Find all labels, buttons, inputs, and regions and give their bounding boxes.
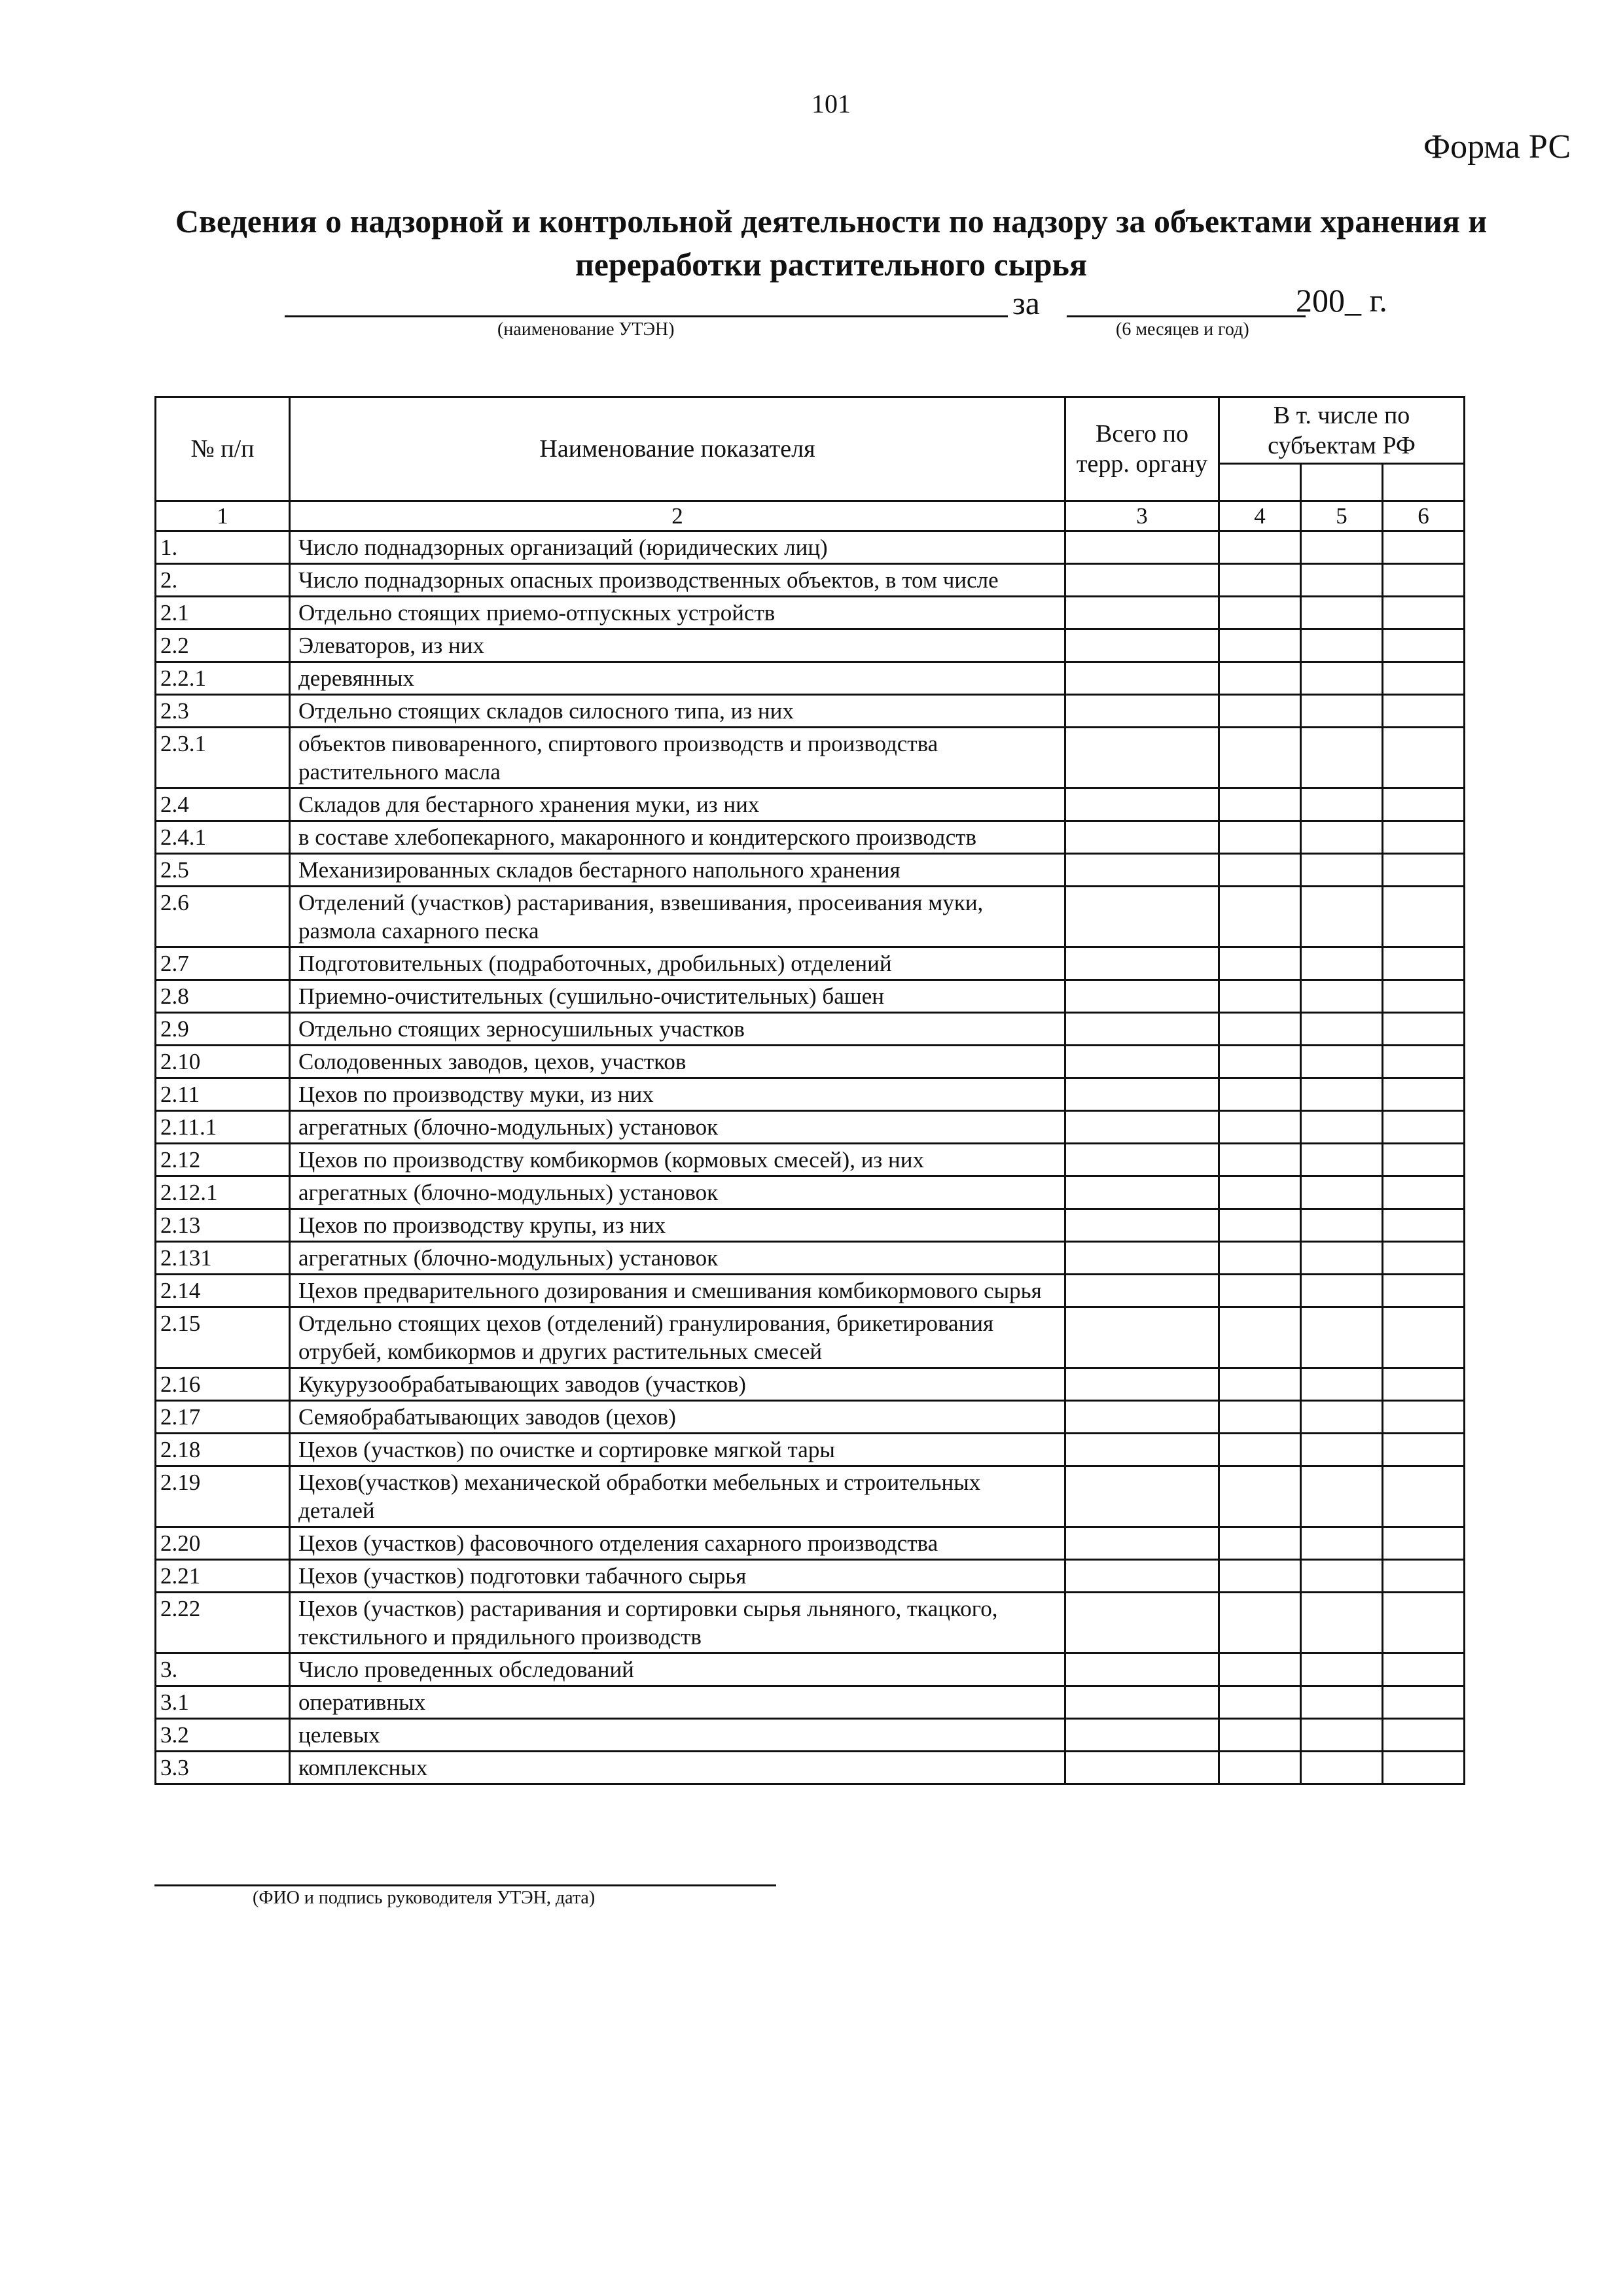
row-number: 2.3 [156,695,290,728]
row-number: 2.5 [156,854,290,887]
total-cell[interactable] [1065,1013,1219,1046]
subject-cell[interactable] [1383,1242,1465,1275]
subject-cell[interactable] [1383,531,1465,564]
subject-cell[interactable] [1219,1209,1301,1242]
table-row [156,564,1465,597]
subject-cell[interactable] [1301,1368,1383,1401]
table-row [156,1078,1465,1111]
subject-cell[interactable] [1301,1275,1383,1307]
subject-cell[interactable] [1301,1013,1383,1046]
indicator-name: Цехов (участков) фасовочного отделения сахарного производства [290,1527,1065,1560]
subject-cell[interactable] [1219,1653,1301,1686]
table-row [156,1368,1465,1401]
row-number: 2.15 [156,1307,290,1368]
indicator-name: Солодовенных заводов, цехов, участков [290,1046,1065,1078]
indicator-name: Число поднадзорных организаций (юридических лиц) [290,531,1065,564]
subject-cell[interactable] [1383,1144,1465,1176]
total-cell[interactable] [1065,1307,1219,1368]
subject-cell[interactable] [1383,1275,1465,1307]
subject-cell[interactable] [1383,1401,1465,1434]
total-cell[interactable] [1065,1686,1219,1719]
table-row [156,1046,1465,1078]
subject-cell[interactable] [1383,1307,1465,1368]
indicator-name: агрегатных (блочно-модульных) установок [290,1111,1065,1144]
subject-cell[interactable] [1301,1719,1383,1752]
column-number-row [156,501,1465,531]
subject-cell[interactable] [1383,947,1465,980]
page-title [118,200,1544,286]
subject-cell[interactable] [1301,788,1383,821]
table-row [156,1176,1465,1209]
subject-cell[interactable] [1383,1111,1465,1144]
subject-cell[interactable] [1219,980,1301,1013]
row-number: 2.13 [156,1209,290,1242]
subject-cell[interactable] [1219,1401,1301,1434]
indicator-name: Отделений (участков) растаривания, взвешивания, просеивания муки, размола сахарного песка [290,887,1065,947]
subject-cell[interactable] [1219,1176,1301,1209]
subject-cell[interactable] [1301,1209,1383,1242]
subject-cell[interactable] [1301,1242,1383,1275]
subject-cell[interactable] [1219,1434,1301,1466]
row-number: 2.2.1 [156,662,290,695]
total-cell[interactable] [1065,1653,1219,1686]
subject-cell[interactable] [1383,597,1465,629]
subject-cell[interactable] [1383,1434,1465,1466]
subject-cell[interactable] [1383,1209,1465,1242]
subject-cell[interactable] [1383,1560,1465,1593]
header-subject-cell [1219,464,1301,501]
subject-cell[interactable] [1301,1401,1383,1434]
subject-cell[interactable] [1301,1111,1383,1144]
table-row [156,1209,1465,1242]
header-total: Всего по терр. органу [1065,397,1219,501]
row-number: 2.8 [156,980,290,1013]
subject-cell[interactable] [1301,531,1383,564]
indicator-name: Отдельно стоящих складов силосного типа, из них [290,695,1065,728]
indicator-name: деревянных [290,662,1065,695]
row-number: 3.1 [156,1686,290,1719]
subject-cell[interactable] [1219,1144,1301,1176]
table-row [156,821,1465,854]
indicator-name: Семяобрабатывающих заводов (цехов) [290,1401,1065,1434]
subject-cell[interactable] [1383,1176,1465,1209]
row-number: 2.12.1 [156,1176,290,1209]
subject-cell[interactable] [1301,564,1383,597]
indicator-name: Цехов предварительного дозирования и смешивания комбикормового сырья [290,1275,1065,1307]
subject-cell[interactable] [1383,1686,1465,1719]
column-number: 3 [1065,501,1219,531]
table-row [156,980,1465,1013]
title-line-1: Сведения о надзорной и контрольной деятельности по надзору за объектами хранения и [175,203,1488,239]
subject-cell[interactable] [1219,1719,1301,1752]
header-subject-cell [1383,464,1465,501]
subject-cell[interactable] [1301,629,1383,662]
row-number: 2.2 [156,629,290,662]
total-cell[interactable] [1065,728,1219,788]
title-line-2: переработки растительного сырья [575,246,1088,283]
form-name: Форма РС [1423,128,1571,166]
subject-cell[interactable] [1219,1368,1301,1401]
indicator-name: в составе хлебопекарного, макаронного и кондитерского производств [290,821,1065,854]
table-row [156,629,1465,662]
header-subject-cell [1301,464,1383,501]
total-cell[interactable] [1065,695,1219,728]
total-cell[interactable] [1065,1401,1219,1434]
subject-cell[interactable] [1219,629,1301,662]
subject-cell[interactable] [1301,1078,1383,1111]
table-row [156,1686,1465,1719]
subject-cell[interactable] [1301,597,1383,629]
subject-cell[interactable] [1383,1719,1465,1752]
row-number: 2.6 [156,887,290,947]
indicator-name: Отдельно стоящих цехов (отделений) гранулирования, брикетирования отрубей, комбикормов и других растительных смесей [290,1307,1065,1368]
header-name: Наименование показателя [290,397,1065,501]
table-row [156,531,1465,564]
table-row [156,728,1465,788]
subject-cell[interactable] [1219,1466,1301,1527]
row-number: 2.10 [156,1046,290,1078]
table-row [156,597,1465,629]
subject-cell[interactable] [1219,531,1301,564]
subject-cell[interactable] [1301,1046,1383,1078]
subject-cell[interactable] [1301,662,1383,695]
table-row [156,887,1465,947]
form-table [154,396,1465,1785]
signature-line[interactable] [154,1884,776,1908]
subject-cell[interactable] [1383,821,1465,854]
subject-cell[interactable] [1383,854,1465,887]
table-row [156,1593,1465,1653]
subject-cell[interactable] [1301,1307,1383,1368]
za-label: за [1012,285,1040,321]
indicator-name: Приемно-очистительных (сушильно-очистительных) башен [290,980,1065,1013]
table-body [156,531,1465,1784]
indicator-name: объектов пивоваренного, спиртового производств и производства растительного масла [290,728,1065,788]
subject-cell[interactable] [1219,788,1301,821]
total-cell[interactable] [1065,1046,1219,1078]
total-cell[interactable] [1065,1752,1219,1784]
subject-cell[interactable] [1383,629,1465,662]
report-subtitle [285,281,1463,340]
column-number: 1 [156,501,290,531]
header-subjects: В т. числе по субъектам РФ [1219,397,1465,464]
row-number: 2. [156,564,290,597]
total-cell[interactable] [1065,564,1219,597]
column-number: 4 [1219,501,1301,531]
year-label: 200_ г. [1296,282,1387,319]
total-cell[interactable] [1065,1527,1219,1560]
table-row [156,1653,1465,1686]
row-number: 2.3.1 [156,728,290,788]
row-number: 3. [156,1653,290,1686]
subject-cell[interactable] [1219,662,1301,695]
total-cell[interactable] [1065,1719,1219,1752]
subject-cell[interactable] [1219,1046,1301,1078]
subject-cell[interactable] [1301,1593,1383,1653]
total-cell[interactable] [1065,887,1219,947]
row-number: 3.3 [156,1752,290,1784]
table-row [156,1527,1465,1560]
subject-cell[interactable] [1219,1752,1301,1784]
subject-cell[interactable] [1383,1368,1465,1401]
indicator-name: целевых [290,1719,1065,1752]
subject-cell[interactable] [1383,980,1465,1013]
subject-cell[interactable] [1383,564,1465,597]
indicator-name: Число проведенных обследований [290,1653,1065,1686]
subject-cell[interactable] [1301,1144,1383,1176]
table-row [156,1466,1465,1527]
table-row [156,1434,1465,1466]
org-name-line[interactable] [285,315,1008,317]
subject-cell[interactable] [1301,1560,1383,1593]
column-number: 6 [1383,501,1465,531]
subject-cell[interactable] [1301,1434,1383,1466]
subject-cell[interactable] [1383,1653,1465,1686]
total-cell[interactable] [1065,947,1219,980]
total-cell[interactable] [1065,1593,1219,1653]
header-num: № п/п [156,397,290,501]
subject-cell[interactable] [1301,1176,1383,1209]
indicator-name: Цехов по производству комбикормов (кормовых смесей), из них [290,1144,1065,1176]
table-row [156,1560,1465,1593]
row-number: 2.131 [156,1242,290,1275]
subject-cell[interactable] [1383,1078,1465,1111]
subject-cell[interactable] [1301,1466,1383,1527]
indicator-name: Цехов (участков) по очистке и сортировке мягкой тары [290,1434,1065,1466]
subject-cell[interactable] [1383,788,1465,821]
total-cell[interactable] [1065,1144,1219,1176]
subject-cell[interactable] [1301,695,1383,728]
indicator-name: Отдельно стоящих зерносушильных участков [290,1013,1065,1046]
indicator-name: Элеваторов, из них [290,629,1065,662]
subject-cell[interactable] [1219,1275,1301,1307]
table-row [156,1719,1465,1752]
signature-caption: (ФИО и подпись руководителя УТЭН, дата) [253,1888,596,1908]
table-row [156,1752,1465,1784]
row-number: 2.19 [156,1466,290,1527]
total-cell[interactable] [1065,788,1219,821]
table-row [156,788,1465,821]
indicator-name: Складов для бестарного хранения муки, из них [290,788,1065,821]
table-header-row [156,397,1465,464]
total-cell[interactable] [1065,1078,1219,1111]
subject-cell[interactable] [1219,1111,1301,1144]
table-row [156,1242,1465,1275]
table-row [156,1401,1465,1434]
subject-cell[interactable] [1383,1527,1465,1560]
row-number: 2.4 [156,788,290,821]
total-cell[interactable] [1065,597,1219,629]
total-cell[interactable] [1065,1368,1219,1401]
total-cell[interactable] [1065,854,1219,887]
subject-cell[interactable] [1219,1242,1301,1275]
subject-cell[interactable] [1383,728,1465,788]
subject-cell[interactable] [1219,1593,1301,1653]
column-number: 2 [290,501,1065,531]
indicator-name: оперативных [290,1686,1065,1719]
total-cell[interactable] [1065,1242,1219,1275]
row-number: 2.4.1 [156,821,290,854]
subject-cell[interactable] [1219,1013,1301,1046]
subject-cell[interactable] [1301,947,1383,980]
subject-cell[interactable] [1383,1752,1465,1784]
subject-cell[interactable] [1301,1752,1383,1784]
total-cell[interactable] [1065,821,1219,854]
indicator-name: агрегатных (блочно-модульных) установок [290,1242,1065,1275]
total-cell[interactable] [1065,531,1219,564]
row-number: 2.1 [156,597,290,629]
indicator-name: Отдельно стоящих приемо-отпускных устройств [290,597,1065,629]
total-cell[interactable] [1065,1111,1219,1144]
row-number: 2.11.1 [156,1111,290,1144]
table-row [156,695,1465,728]
total-cell[interactable] [1065,662,1219,695]
subject-cell[interactable] [1219,1527,1301,1560]
table-row [156,1307,1465,1368]
org-caption: (наименование УТЭН) [497,319,675,340]
indicator-name: Цехов (участков) подготовки табачного сырья [290,1560,1065,1593]
subject-cell[interactable] [1301,1527,1383,1560]
total-cell[interactable] [1065,1466,1219,1527]
total-cell[interactable] [1065,1434,1219,1466]
table-row [156,1111,1465,1144]
subject-cell[interactable] [1219,1307,1301,1368]
total-cell[interactable] [1065,629,1219,662]
subject-cell[interactable] [1383,887,1465,947]
indicator-name: агрегатных (блочно-модульных) установок [290,1176,1065,1209]
period-line[interactable] [1067,315,1306,317]
column-number: 5 [1301,501,1383,531]
row-number: 2.14 [156,1275,290,1307]
row-number: 1. [156,531,290,564]
total-cell[interactable] [1065,1560,1219,1593]
subject-cell[interactable] [1219,947,1301,980]
subject-cell[interactable] [1219,1078,1301,1111]
row-number: 2.21 [156,1560,290,1593]
subject-cell[interactable] [1219,1560,1301,1593]
indicator-name: Подготовительных (подработочных, дробильных) отделений [290,947,1065,980]
subject-cell[interactable] [1219,597,1301,629]
indicator-name: Цехов(участков) механической обработки мебельных и строительных деталей [290,1466,1065,1527]
subject-cell[interactable] [1301,1686,1383,1719]
indicator-name: Цехов по производству муки, из них [290,1078,1065,1111]
row-number: 2.12 [156,1144,290,1176]
row-number: 3.2 [156,1719,290,1752]
subject-cell[interactable] [1219,1686,1301,1719]
subject-cell[interactable] [1383,1466,1465,1527]
indicator-name: комплексных [290,1752,1065,1784]
period-caption: (6 месяцев и год) [1116,319,1249,340]
total-cell[interactable] [1065,980,1219,1013]
table-row [156,1144,1465,1176]
row-number: 2.7 [156,947,290,980]
row-number: 2.9 [156,1013,290,1046]
total-cell[interactable] [1065,1176,1219,1209]
indicator-name: Механизированных складов бестарного напольного хранения [290,854,1065,887]
row-number: 2.16 [156,1368,290,1401]
row-number: 2.20 [156,1527,290,1560]
subject-cell[interactable] [1383,662,1465,695]
subject-cell[interactable] [1219,695,1301,728]
indicator-name: Число поднадзорных опасных производственных объектов, в том числе [290,564,1065,597]
table-row [156,947,1465,980]
subject-cell[interactable] [1219,728,1301,788]
row-number: 2.11 [156,1078,290,1111]
subject-cell[interactable] [1383,1593,1465,1653]
table-row [156,1013,1465,1046]
subject-cell[interactable] [1301,728,1383,788]
indicator-name: Кукурузообрабатывающих заводов (участков) [290,1368,1065,1401]
subject-cell[interactable] [1383,1013,1465,1046]
total-cell[interactable] [1065,1209,1219,1242]
page-number: 101 [812,89,851,118]
table-row [156,1275,1465,1307]
subject-cell[interactable] [1219,887,1301,947]
total-cell[interactable] [1065,1275,1219,1307]
subject-cell[interactable] [1301,887,1383,947]
subject-cell[interactable] [1219,821,1301,854]
row-number: 2.22 [156,1593,290,1653]
subject-cell[interactable] [1301,854,1383,887]
subject-cell[interactable] [1219,854,1301,887]
row-number: 2.17 [156,1401,290,1434]
subject-cell[interactable] [1301,1653,1383,1686]
subject-cell[interactable] [1301,980,1383,1013]
indicator-name: Цехов (участков) растаривания и сортировки сырья льняного, ткацкого, текстильного и прядильного производств [290,1593,1065,1653]
table-row [156,854,1465,887]
row-number: 2.18 [156,1434,290,1466]
subject-cell[interactable] [1301,821,1383,854]
subject-cell[interactable] [1383,695,1465,728]
table-row [156,662,1465,695]
indicator-name: Цехов по производству крупы, из них [290,1209,1065,1242]
subject-cell[interactable] [1219,564,1301,597]
subject-cell[interactable] [1383,1046,1465,1078]
